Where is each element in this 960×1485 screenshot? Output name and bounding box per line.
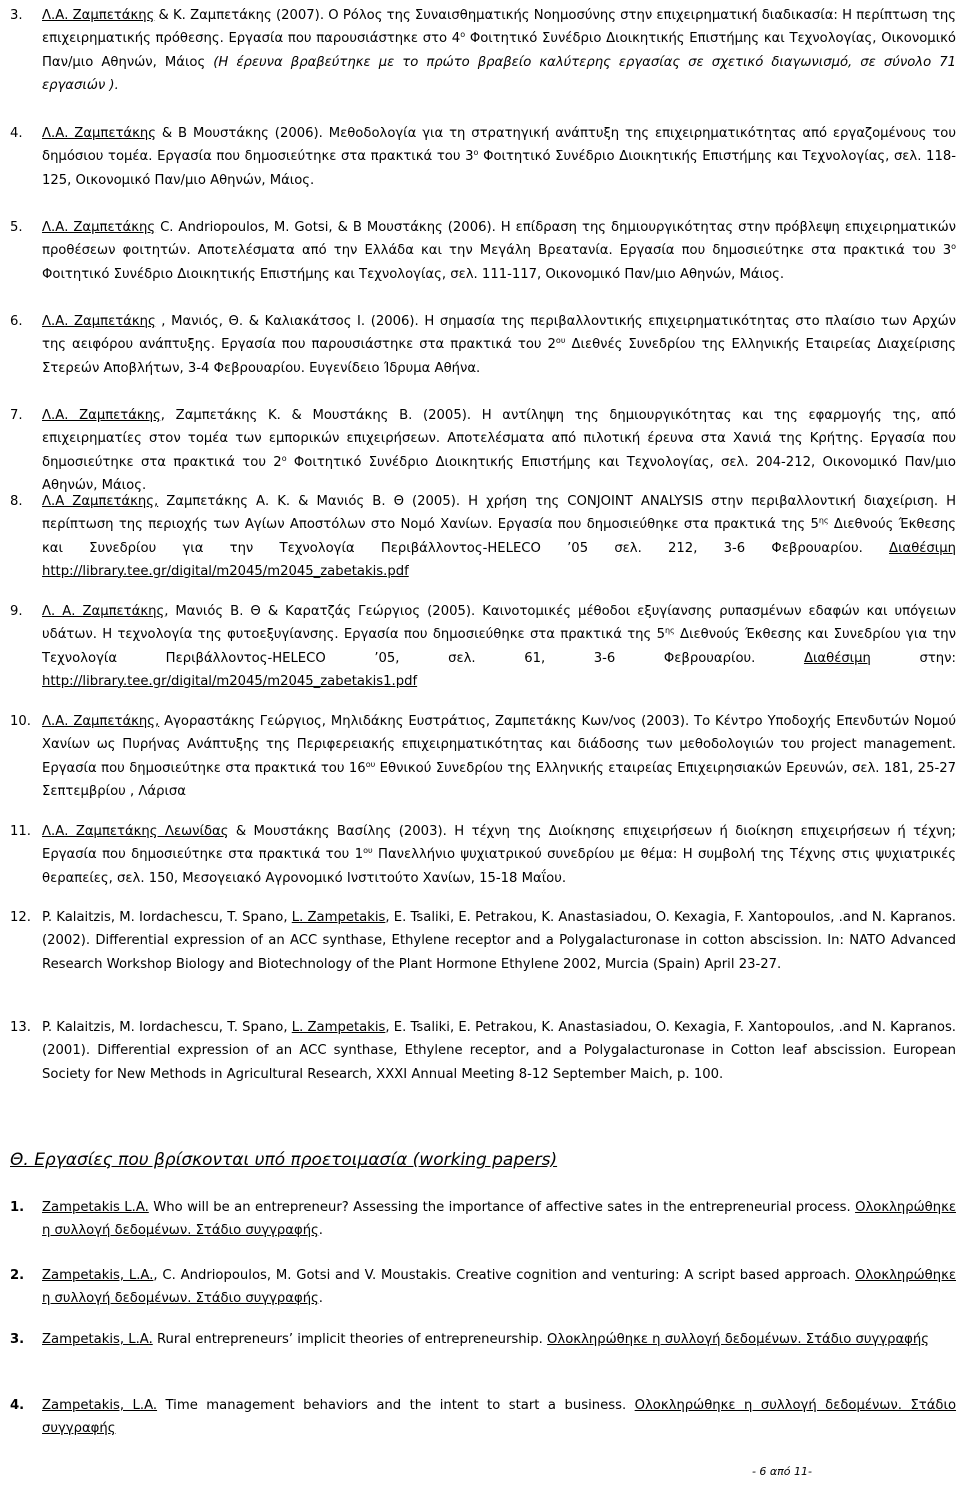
reference-text: Λ.Α Ζαμπετάκης, Ζαμπετάκης Α. Κ. & Μανιός Β. Θ (2005). Η χρήση της CONJOINT ANALYSIS στην περιβαλλοντική διαχείριση. Η περίπτωση της περιοχής των Αγίων Αποστόλων στο Νομό Χανίων. Εργασία που δημοσιεύθηκε στα πρακτικά της $5^{\eta\varsigma}$ Διεθνούς Έκθεσης και Συνεδρίου για την Τεχνολογία Περιβάλλοντος-HELECO ’05 σελ. 212, 3-6 Φεβρουαρίου. Διαθέσιμη http://library.tee.gr/digital/m2045/m2045_zabetakis.pdf xyxy=(42,494,957,579)
working-paper-text: Zampetakis, L.A., C. Andriopoulos, M. Gotsi and V. Moustakis. Creative cognition and venturing: A script based approach. Ολοκληρώθηκε η συλλογή δεδομένων. Στάδιο συγγραφής. xyxy=(42,1268,956,1307)
pdf-link[interactable]: http://library.tee.gr/digital/m2045/m2045_zabetakis.pdf xyxy=(42,563,409,579)
reference-item xyxy=(10,216,956,286)
reference-item xyxy=(10,710,956,803)
reference-number: 8. xyxy=(10,494,23,509)
working-paper-item xyxy=(10,1394,956,1441)
reference-item xyxy=(10,906,956,976)
working-paper-text: Zampetakis L.A. Who will be an entrepreneur? Assessing the importance of affective sates in the entrepreneurial process. Ολοκληρώθηκε η συλλογή δεδομένων. Στάδιο συγγραφής. xyxy=(42,1200,956,1239)
working-paper-text: Zampetakis, L.A. Rural entrepreneurs’ implicit theories of entrepreneurship. Ολοκληρώθηκε η συλλογή δεδομένων. Στάδιο συγγραφής xyxy=(42,1332,929,1347)
working-paper-item xyxy=(10,1196,956,1243)
reference-number: 3. xyxy=(10,8,23,23)
working-paper-item xyxy=(10,1328,956,1351)
reference-text: Λ.Α. Ζαμπετάκης Λεωνίδας & Μουστάκης Βασίλης (2003). Η τέχνη της Διοίκησης επιχειρήσεων ή διοίκηση επιχειρήσεων ή τέχνη; Εργασία που δημοσιεύτηκε στα πρακτικά του $1^{o\upsilon}$ Πανελλήνιο ψυχιατρικού συνεδρίου με θέμα: Η συμβολή της Τέχνης στις ψυχιατρικές θεραπείες, σελ. 150, Μεσογειακό Αγρονομικό Ινστιτούτο Χανίων, 15-18 Μαΐου. xyxy=(42,824,956,886)
reference-item xyxy=(10,4,956,97)
reference-number: 6. xyxy=(10,314,23,329)
reference-text: Λ.Α. Ζαμπετάκης, Ζαμπετάκης Κ. & Μουστάκης Β. (2005). Η αντίληψη της δημιουργικότητας και της εφαρμογής της, από επιχειρηματίες στον τομέα των εμπορικών επιχειρήσεων. Αποτελέσματα από πιλοτική έρευνα στα Χανιά της Κρήτης. Εργασία που δημοσιεύτηκε στα πρακτικά του $2^o$ Φοιτητικό Συνέδριο Διοικητικής Επιστήμης και Τεχνολογίας, σελ. 204-212, Οικονομικό Παν/μιο Αθηνών, Μάιος. xyxy=(42,408,957,493)
reference-text: Λ.Α. Ζαμπετάκης C. Andriopoulos, M. Gotsi, & Β Μουστάκης (2006). Η επίδραση της δημιουργικότητας στην πρόβλεψη επιχειρηματικών προθέσεων φοιτητών. Αποτελέσματα από την Ελλάδα και την Μεγάλη Βρεατανία. Εργασία που δημοσιεύτηκε στα πρακτικά του $3^o$ Φοιτητικό Συνέδριο Διοικητικής Επιστήμης και Τεχνολογίας, σελ. 111-117, Οικονομικό Παν/μιο Αθηνών, Μάιος. xyxy=(42,220,956,282)
reference-text: Λ.Α. Ζαμπετάκης & Κ. Ζαμπετάκης (2007). Ο Ρόλος της Συναισθηματικής Νοημοσύνης στην επιχειρηματική διαδικασία: Η περίπτωση της επιχειρηματικής πρόθεσης. Εργασία που παρουσιάστηκε στο $4^o$ Φοιτητικό Συνέδριο Διοικητικής Επιστήμης και Τεχνολογίας, Οικονομικό Παν/μιο Αθηνών, Μάιος (Η έρευνα βραβεύτηκε με το πρώτο βραβείο καλύτερης εργασίας σε σχετικό διαγωνισμό, σε σύνολο 71 εργασιών ). xyxy=(42,8,956,93)
reference-text: P. Kalaitzis, M. Iordachescu, T. Spano, L. Zampetakis, E. Tsaliki, E. Petrakou, K. Anastasiadou, O. Kexagia, F. Xantopoulos, .and N. Kapranos. (2001). Differential expression of an ACC synthase, Ethylene receptor, and a Polygalacturonase in Cotton leaf abscission. European Society for New Methods in Agricultural Research, XXXI Annual Meeting 8-12 September Maich, p. 100. xyxy=(42,1020,957,1082)
reference-number: 12. xyxy=(10,910,31,925)
reference-item xyxy=(10,404,956,497)
page-footer: - 6 από 11- xyxy=(751,1465,812,1478)
reference-number: 11. xyxy=(10,824,31,839)
reference-number: 13. xyxy=(10,1020,31,1035)
reference-text: P. Kalaitzis, M. Iordachescu, T. Spano, L. Zampetakis, E. Tsaliki, E. Petrakou, K. Anastasiadou, O. Kexagia, F. Xantopoulos, .and N. Kapranos. (2002). Differential expression of an ACC synthase, Ethylene receptor and a Polygalacturonase in cotton abscission. In: NATO Advanced Research Workshop Biology and Biotechnology of the Plant Hormone Ethylene 2002, Murcia (Spain) April 23-27. xyxy=(42,910,957,972)
working-paper-item xyxy=(10,1264,956,1311)
reference-item xyxy=(10,122,956,192)
reference-item xyxy=(10,1016,956,1086)
reference-number: 4. xyxy=(10,126,23,141)
working-paper-text: Zampetakis, L.A. Time management behaviors and the intent to start a business. Ολοκληρώθηκε η συλλογή δεδομένων. Στάδιο συγγραφής xyxy=(42,1398,957,1437)
working-paper-number: 3. xyxy=(10,1332,25,1347)
reference-number: 10. xyxy=(10,714,31,729)
working-paper-number: 1. xyxy=(10,1200,25,1215)
reference-number: 9. xyxy=(10,604,23,619)
reference-number: 5. xyxy=(10,220,23,235)
reference-text: Λ.Α. Ζαμπετάκης, Αγοραστάκης Γεώργιος, Μηλιδάκης Ευστράτιος, Ζαμπετάκης Κων/νος (2003). Το Κέντρο Υποδοχής Επενδυτών Νομού Χανίων ως Πυρήνας Ανάπτυξης της Περιφερειακής επιχειρηματικότητας και διάδοσης των μεθοδολογιών του project management. Εργασία που δημοσιεύτηκε στα πρακτικά του $16^{o\upsilon}$ Εθνικού Συνεδρίου της Ελληνικής εταιρείας Επιχειρησιακών Ερευνών, σελ. 181, 25-27 Σεπτεμβρίου , Λάρισα xyxy=(42,714,956,799)
working-paper-number: 2. xyxy=(10,1268,25,1283)
reference-item xyxy=(10,490,956,583)
working-paper-number: 4. xyxy=(10,1398,25,1413)
reference-number: 7. xyxy=(10,408,23,423)
reference-item xyxy=(10,600,956,693)
reference-item xyxy=(10,820,956,890)
reference-text: Λ.Α. Ζαμπετάκης & Β Μουστάκης (2006). Μεθοδολογία για τη στρατηγική ανάπτυξη της επιχειρηματικότητας από εργαζομένους του δημόσιου τομέα. Εργασία που δημοσιεύτηκε στα πρακτικά του $3^o$ Φοιτητικό Συνέδριο Διοικητικής Επιστήμης και Τεχνολογίας, σελ. 118-125, Οικονομικό Παν/μιο Αθηνών, Μάιος. xyxy=(42,126,956,188)
reference-text: Λ.Α. Ζαμπετάκης , Μανιός, Θ. & Καλιακάτσος Ι. (2006). Η σημασία της περιβαλλοντικής επιχειρηματικότητας στο πλαίσιο των Αρχών της αειφόρου ανάπτυξης. Εργασία που παρουσιάστηκε στα πρακτικά του $2^{o\upsilon}$ Διεθνές Συνεδρίου της Ελληνικής Εταιρείας Διαχείρισης Στερεών Αποβλήτων, 3-4 Φεβρουαρίου. Ευγενίδειο Ίδρυμα Αθήνα. xyxy=(42,314,957,376)
reference-text: Λ. Α. Ζαμπετάκης, Μανιός Β. Θ & Καρατζάς Γεώργιος (2005). Καινοτομικές μέθοδοι εξυγίανσης ρυπασμένων εδαφών και υπόγειων υδάτων. Η τεχνολογία της φυτοεξυγίανσης. Εργασία που δημοσιεύθηκε στα πρακτικά της $5^{\eta\varsigma}$ Διεθνούς Έκθεσης και Συνεδρίου για την Τεχνολογία Περιβάλλοντος-HELECO ’05, σελ. 61, 3-6 Φεβρουαρίου. Διαθέσιμη στην: http://library.tee.gr/digital/m2045/m2045_zabetakis1.pdf xyxy=(42,604,956,689)
reference-item xyxy=(10,310,956,380)
pdf-link[interactable]: http://library.tee.gr/digital/m2045/m2045_zabetakis1.pdf xyxy=(42,673,418,689)
section-title: Θ. Εργασίες που βρίσκονται υπό προετοιμασία (working papers) xyxy=(10,1150,558,1170)
